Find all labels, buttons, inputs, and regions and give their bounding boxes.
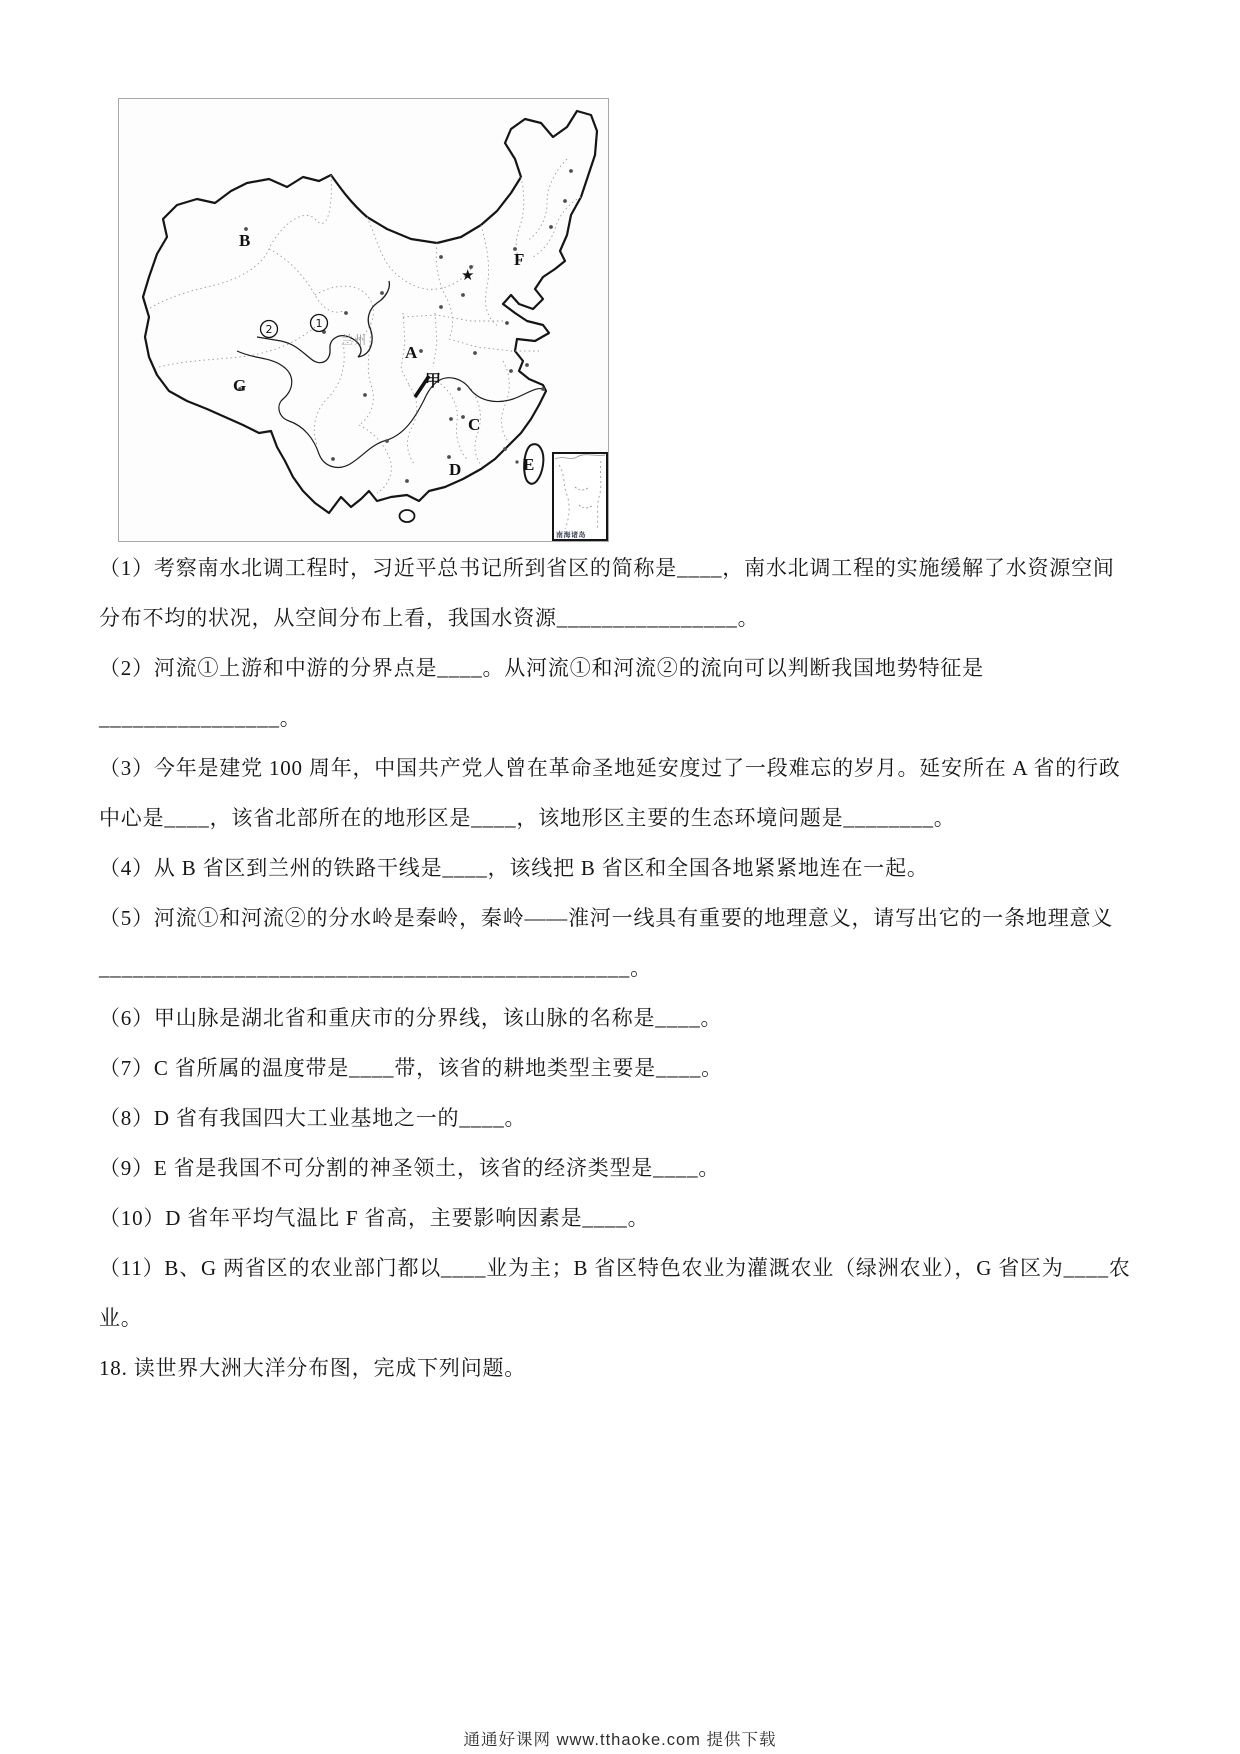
question-line: （9）E 省是我国不可分割的神圣领土，该省的经济类型是____。: [99, 1156, 721, 1180]
question-line: （7）C 省所属的温度带是____带，该省的耕地类型主要是____。: [99, 1056, 723, 1080]
question-line: （2）河流①上游和中游的分界点是____。从河流①和河流②的流向可以判断我国地势特征是: [99, 656, 984, 680]
question-line: （6）甲山脉是湖北省和重庆市的分界线，该山脉的名称是____。: [99, 1006, 723, 1030]
question-line: （4）从 B 省区到兰州的铁路干线是____，该线把 B 省区和全国各地紧紧地连在一起。: [99, 856, 929, 880]
footer-watermark: 通通好课网 www.tthaoke.com 提供下载: [463, 1731, 777, 1749]
map-region-label: G: [233, 376, 247, 395]
capital-dots: [238, 169, 573, 483]
china-map-svg: [119, 99, 608, 541]
yangtze-river: [237, 351, 545, 467]
province-borders: [149, 159, 581, 493]
question-line: （5）河流①和河流②的分水岭是秦岭，秦岭——淮河一线具有重要的地理意义，请写出它的一条地理意义: [99, 906, 1114, 930]
map-region-label: C: [468, 415, 481, 434]
map-region-label: F: [514, 250, 525, 269]
question-line: _______________________________________________。: [99, 956, 652, 980]
yellow-river: [257, 281, 389, 363]
map-region-label: E: [523, 455, 535, 474]
river-number-text: 2: [265, 323, 273, 336]
question-line: 分布不均的状况，从空间分布上看，我国水资源________________。: [99, 606, 760, 630]
map-region-label: B: [239, 231, 251, 250]
question-line: 中心是____，该省北部所在的地形区是____，该地形区主要的生态环境问题是________。: [99, 806, 956, 830]
south-china-sea-inset: [553, 453, 607, 540]
map-region-label: D: [449, 460, 462, 479]
question-line: ________________。: [99, 706, 302, 730]
question-line: （1）考察南水北调工程时，习近平总书记所到省区的简称是____，南水北调工程的实施缓解了水资源空间: [99, 556, 1115, 580]
question-line: 业。: [99, 1306, 143, 1330]
question-line: （3）今年是建党 100 周年，中国共产党人曾在革命圣地延安度过了一段难忘的岁月。延安所在 A 省的行政: [99, 756, 1121, 780]
inset-caption: 南海诸岛: [556, 531, 586, 539]
hainan-island: [400, 510, 415, 522]
question-line: （11）B、G 两省区的农业部门都以____业为主；B 省区特色农业为灌溉农业（绿洲农业），G 省区为____农: [99, 1256, 1131, 1280]
river-number-text: 1: [315, 317, 323, 330]
china-map-figure: [118, 98, 609, 542]
map-region-label: A: [405, 343, 418, 362]
question-line: 18. 读世界大洲大洋分布图，完成下列问题。: [99, 1356, 527, 1380]
question-line: （8）D 省有我国四大工业基地之一的____。: [99, 1106, 527, 1130]
beijing-star-icon: ★: [461, 266, 475, 284]
jia-mountain-label: 甲: [425, 373, 442, 390]
question-line: （10）D 省年平均气温比 F 省高，主要影响因素是____。: [99, 1206, 650, 1230]
lanzhou-city-label: 兰州: [341, 333, 368, 347]
question-lines: [99, 542, 1147, 1392]
